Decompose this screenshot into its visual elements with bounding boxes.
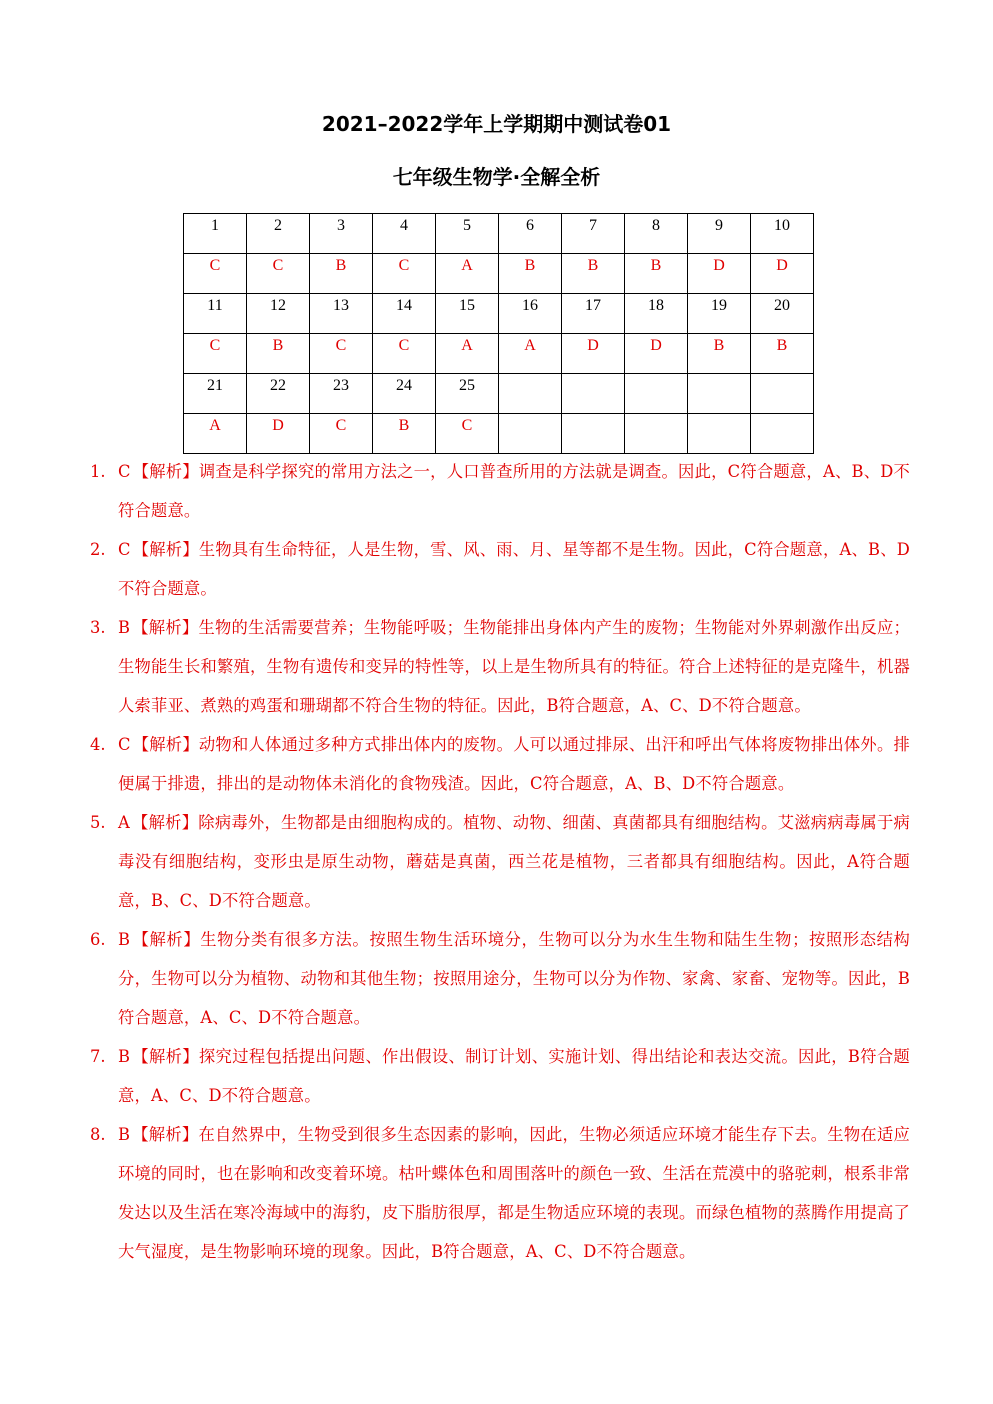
item-answer: C <box>118 540 131 559</box>
item-text: 调查是科学探究的常用方法之一，人口普查所用的方法就是调查。因此，C符合题意，A、B、D不符合题意。 <box>118 462 910 520</box>
explanation-item <box>90 452 910 530</box>
question-number: 15 <box>459 297 475 314</box>
item-body <box>118 452 910 530</box>
table-cell <box>373 214 436 254</box>
table-cell <box>436 214 499 254</box>
table-cell <box>310 254 373 294</box>
table-cell <box>751 254 814 294</box>
answer-letter: B <box>398 417 410 434</box>
item-text: 生物的生活需要营养；生物能呼吸；生物能排出身体内产生的废物；生物能对外界刺激作出反应；生物能生长和繁殖，生物有遗传和变异的特性等，以上是生物所具有的特征。符合上述特征的是克隆牛，机器人索菲亚、煮熟的鸡蛋和珊瑚都不符合生物的特征。因此，B符合题意，A、C、D不符合题意。 <box>118 618 910 715</box>
item-tag: 【解析】 <box>132 540 199 559</box>
table-cell <box>499 414 562 454</box>
item-answer: C <box>118 735 131 754</box>
explanation-item <box>90 803 910 920</box>
table-cell <box>247 294 310 334</box>
question-number: 13 <box>333 297 349 314</box>
table-cell <box>688 414 751 454</box>
item-number: 3. <box>90 618 106 637</box>
table-cell <box>247 374 310 414</box>
question-number <box>562 374 624 375</box>
table-cell <box>373 334 436 374</box>
table-cell <box>310 414 373 454</box>
answer-letter-row <box>184 254 814 294</box>
table-cell <box>562 214 625 254</box>
question-number <box>499 374 561 375</box>
table-cell <box>184 334 247 374</box>
answer-letter: B <box>524 257 536 274</box>
table-cell <box>436 294 499 334</box>
item-text: 生物分类有很多方法。按照生物生活环境分，生物可以分为水生生物和陆生生物；按照形态结构分，生物可以分为植物、动物和其他生物；按照用途分，生物可以分为作物、家禽、家畜、宠物等。因此，B符合题意，A、C、D不符合题意。 <box>118 930 911 1027</box>
table-cell <box>499 214 562 254</box>
item-body <box>118 608 910 725</box>
question-number: 20 <box>774 297 790 314</box>
question-number: 3 <box>337 217 345 234</box>
item-tag: 【解析】 <box>132 1047 199 1066</box>
answer-letter <box>625 414 687 415</box>
table-cell <box>184 414 247 454</box>
answer-letter: C <box>398 257 410 274</box>
answer-letter: A <box>524 337 536 354</box>
question-number: 11 <box>207 297 223 314</box>
answer-letter: D <box>650 337 662 354</box>
table-cell <box>499 374 562 414</box>
table-cell <box>373 414 436 454</box>
item-number: 6. <box>90 930 106 949</box>
table-cell <box>688 254 751 294</box>
item-text: 在自然界中，生物受到很多生态因素的影响，因此，生物必须适应环境才能生存下去。生物在适应环境的同时，也在影响和改变着环境。枯叶蝶体色和周围落叶的颜色一致、生活在荒漠中的骆驼刺，根系非常发达以及生活在寒冷海域中的海豹，皮下脂肪很厚，都是生物适应环境的表现。而绿色植物的蒸腾作用提高了大气湿度，是生物影响环境的现象。因此，B符合题意，A、C、D不符合题意。 <box>118 1125 910 1261</box>
question-number: 12 <box>270 297 286 314</box>
item-body <box>118 1037 910 1115</box>
page-subtitle: 七年级生物学·全解全析 <box>392 165 601 189</box>
table-cell <box>688 374 751 414</box>
answer-letter: A <box>209 417 221 434</box>
question-number: 4 <box>400 217 408 234</box>
item-answer: C <box>118 462 131 481</box>
answer-letter: B <box>272 337 284 354</box>
table-cell <box>625 414 688 454</box>
question-number: 25 <box>459 377 475 394</box>
table-cell <box>688 334 751 374</box>
table-cell <box>436 334 499 374</box>
table-cell <box>373 254 436 294</box>
table-cell <box>184 214 247 254</box>
item-answer: A <box>118 813 130 832</box>
table-cell <box>562 374 625 414</box>
question-number: 10 <box>774 217 790 234</box>
table-cell <box>436 374 499 414</box>
question-number: 22 <box>270 377 286 394</box>
table-cell <box>247 334 310 374</box>
answer-letter: A <box>461 337 473 354</box>
item-tag: 【解析】 <box>132 735 199 754</box>
item-answer: B <box>118 1125 131 1144</box>
question-number-row <box>184 294 814 334</box>
explanation-item <box>90 530 910 608</box>
question-number: 23 <box>333 377 349 394</box>
answer-letter: B <box>587 257 599 274</box>
answer-letter <box>751 414 813 415</box>
item-body <box>118 530 910 608</box>
table-cell <box>310 294 373 334</box>
item-number: 2. <box>90 540 106 559</box>
table-cell <box>751 214 814 254</box>
table-cell <box>751 334 814 374</box>
question-number: 1 <box>211 217 219 234</box>
answer-letter: D <box>776 257 788 274</box>
table-cell <box>625 294 688 334</box>
table-cell <box>751 294 814 334</box>
item-tag: 【解析】 <box>132 930 201 949</box>
table-cell <box>625 214 688 254</box>
answer-letter: D <box>587 337 599 354</box>
item-number: 5. <box>90 813 106 832</box>
question-number: 9 <box>715 217 723 234</box>
table-cell <box>751 414 814 454</box>
question-number: 17 <box>585 297 601 314</box>
item-answer: B <box>118 930 131 949</box>
answer-table <box>183 213 814 454</box>
answer-letter <box>562 414 624 415</box>
item-number: 7. <box>90 1047 106 1066</box>
answer-letter-row <box>184 334 814 374</box>
question-number <box>625 374 687 375</box>
question-number <box>751 374 813 375</box>
answer-letter <box>499 414 561 415</box>
item-tag: 【解析】 <box>132 1125 199 1144</box>
item-answer: B <box>118 618 131 637</box>
item-body <box>118 920 910 1037</box>
item-body <box>118 803 910 920</box>
question-number: 8 <box>652 217 660 234</box>
question-number: 6 <box>526 217 534 234</box>
table-cell <box>562 334 625 374</box>
answer-letter: B <box>650 257 662 274</box>
table-cell <box>751 374 814 414</box>
explanation-item <box>90 1037 910 1115</box>
table-cell <box>184 374 247 414</box>
item-number: 8. <box>90 1125 106 1144</box>
table-cell <box>688 294 751 334</box>
item-text: 除病毒外，生物都是由细胞构成的。植物、动物、细菌、真菌都具有细胞结构。艾滋病病毒属于病毒没有细胞结构，变形虫是原生动物，蘑菇是真菌，西兰花是植物，三者都具有细胞结构。因此，A符合题意，B、C、D不符合题意。 <box>118 813 910 910</box>
table-cell <box>310 214 373 254</box>
question-number-row <box>184 214 814 254</box>
question-number: 5 <box>463 217 471 234</box>
table-cell <box>562 414 625 454</box>
item-text: 动物和人体通过多种方式排出体内的废物。人可以通过排尿、出汗和呼出气体将废物排出体外。排便属于排遗，排出的是动物体未消化的食物残渣。因此，C符合题意，A、B、D不符合题意。 <box>118 735 910 793</box>
question-number: 2 <box>274 217 282 234</box>
table-cell <box>247 414 310 454</box>
item-text: 探究过程包括提出问题、作出假设、制订计划、实施计划、得出结论和表达交流。因此，B符合题意，A、C、D不符合题意。 <box>118 1047 910 1105</box>
explanation-list <box>90 452 910 1271</box>
question-number: 24 <box>396 377 412 394</box>
question-number: 21 <box>207 377 223 394</box>
table-cell <box>562 294 625 334</box>
item-body <box>118 725 910 803</box>
item-tag: 【解析】 <box>132 618 199 637</box>
item-text: 生物具有生命特征，人是生物，雪、风、雨、月、星等都不是生物。因此，C符合题意，A、B、D不符合题意。 <box>118 540 910 598</box>
answer-letter: D <box>272 417 284 434</box>
answer-letter: C <box>272 257 284 274</box>
answer-letter: B <box>776 337 788 354</box>
table-cell <box>688 214 751 254</box>
table-cell <box>373 374 436 414</box>
answer-letter: C <box>209 257 221 274</box>
answer-letter: D <box>713 257 725 274</box>
question-number: 14 <box>396 297 412 314</box>
question-number: 16 <box>522 297 538 314</box>
table-cell <box>184 254 247 294</box>
answer-letter: C <box>461 417 473 434</box>
answer-letter <box>688 414 750 415</box>
question-number: 7 <box>589 217 597 234</box>
table-cell <box>499 334 562 374</box>
answer-letter: C <box>335 417 347 434</box>
question-number <box>688 374 750 375</box>
explanation-item <box>90 608 910 725</box>
answer-letter-row <box>184 414 814 454</box>
answer-letter: B <box>335 257 347 274</box>
table-cell <box>310 334 373 374</box>
explanation-item <box>90 725 910 803</box>
answer-letter: C <box>209 337 221 354</box>
table-cell <box>499 294 562 334</box>
page-title: 2021–2022学年上学期期中测试卷01 <box>321 112 672 136</box>
table-cell <box>247 214 310 254</box>
table-cell <box>625 334 688 374</box>
table-cell <box>625 374 688 414</box>
item-tag: 【解析】 <box>131 813 199 832</box>
item-tag: 【解析】 <box>132 462 199 481</box>
table-cell <box>184 294 247 334</box>
table-cell <box>310 374 373 414</box>
question-number: 18 <box>648 297 664 314</box>
item-body <box>118 1115 910 1271</box>
table-cell <box>436 414 499 454</box>
table-cell <box>562 254 625 294</box>
explanation-item <box>90 920 910 1037</box>
item-answer: B <box>118 1047 131 1066</box>
answer-letter: C <box>335 337 347 354</box>
item-number: 4. <box>90 735 106 754</box>
question-number: 19 <box>711 297 727 314</box>
table-cell <box>247 254 310 294</box>
table-cell <box>436 254 499 294</box>
answer-letter: B <box>713 337 725 354</box>
table-cell <box>373 294 436 334</box>
item-number: 1. <box>90 462 106 481</box>
question-number-row <box>184 374 814 414</box>
answer-letter: A <box>461 257 473 274</box>
table-cell <box>499 254 562 294</box>
answer-letter: C <box>398 337 410 354</box>
explanation-item <box>90 1115 910 1271</box>
table-cell <box>625 254 688 294</box>
